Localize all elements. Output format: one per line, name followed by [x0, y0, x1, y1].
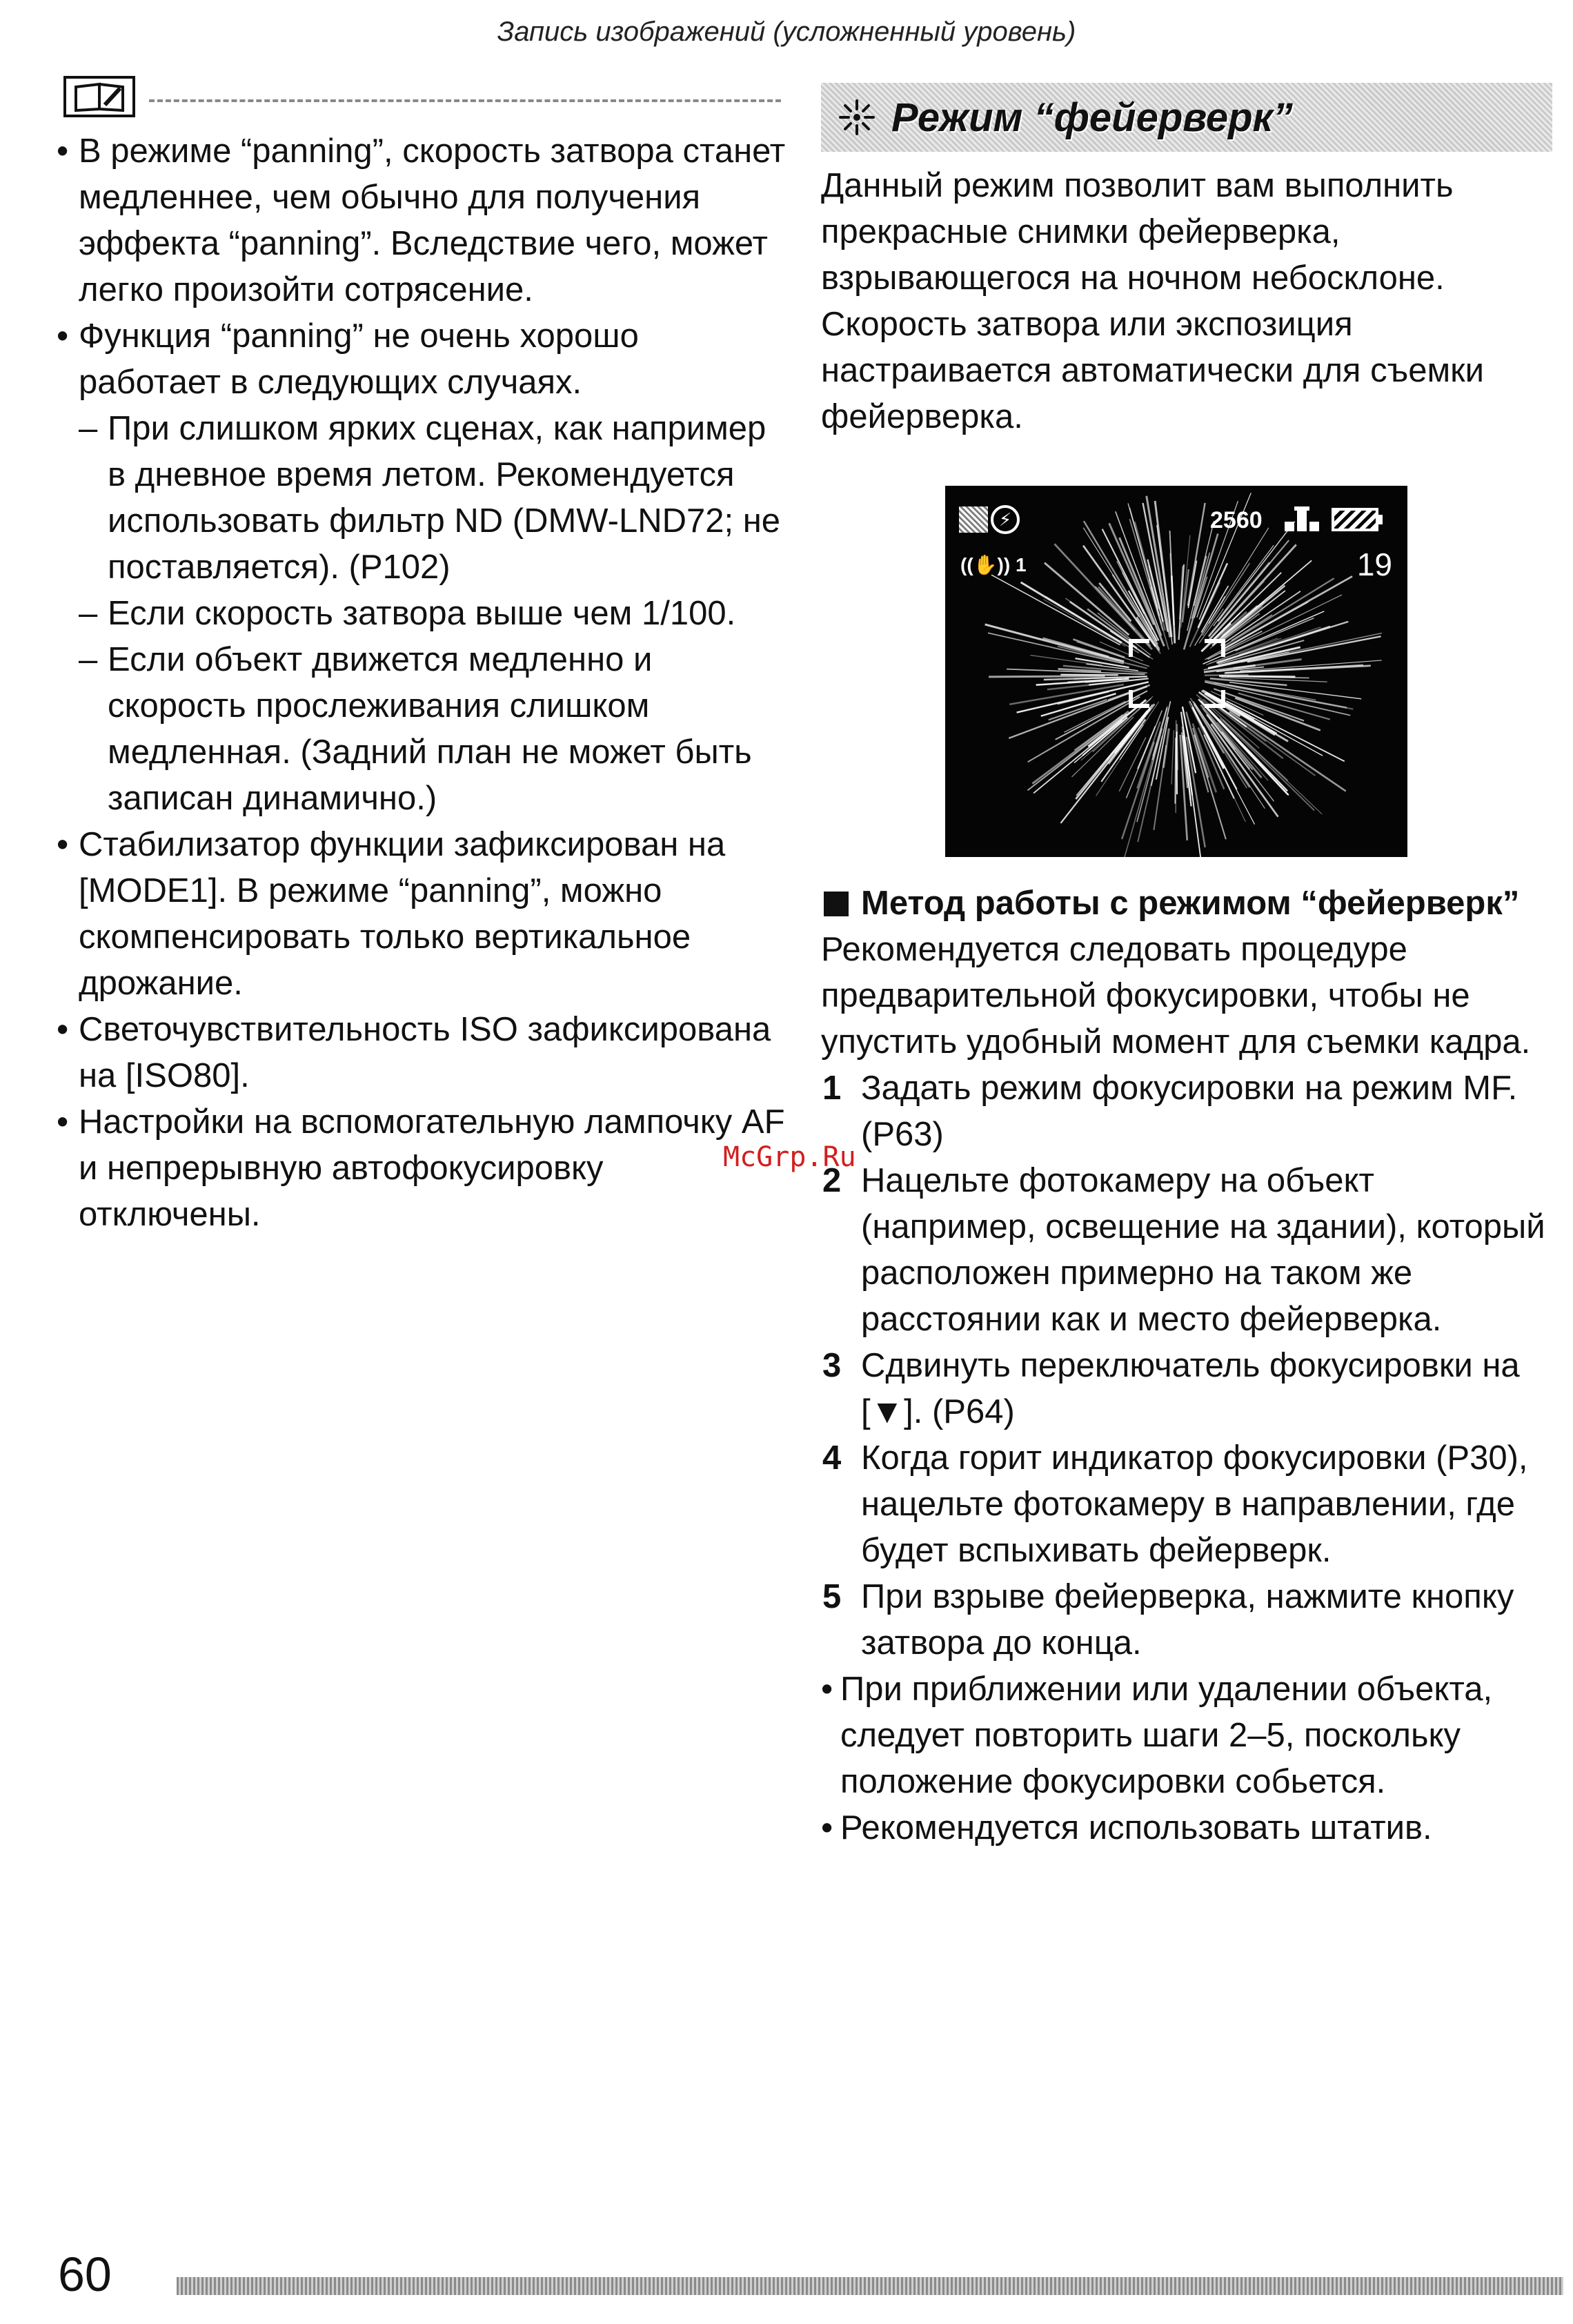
burst-streak	[1032, 711, 1129, 784]
note-bullet: • Рекомендуется использовать штатив.	[821, 1805, 1552, 1851]
scene-mode-icon	[959, 506, 988, 533]
left-bullet: • Стабилизатор функции зафиксирован на [MODE1]. В режиме “panning”, можно скомпенсировать только вертикальное дрожание.	[55, 822, 786, 1007]
stabilizer-icon: ((✋)) 1	[960, 554, 1027, 575]
step-text: При взрыве фейерверка, нажмите кнопку затвора до конца.	[861, 1578, 1514, 1662]
left-bullet: • Светочувствительность ISO зафиксирована на [ISO80].	[55, 1007, 786, 1099]
step-number: 3	[822, 1347, 842, 1384]
quality-icon	[1282, 506, 1323, 534]
step-item	[821, 1574, 1552, 1666]
right-column	[821, 83, 1552, 1851]
step-number: 5	[822, 1578, 842, 1615]
burst-streak	[1194, 735, 1226, 840]
burst-streak	[1220, 591, 1300, 646]
left-bullet: • Функция “panning” не очень хорошо работает в следующих случаях.	[55, 313, 786, 406]
watermark: McGrp.Ru	[723, 1141, 856, 1173]
burst-streak	[1187, 521, 1214, 631]
fireworks-icon	[836, 97, 878, 138]
step-item	[821, 1065, 1552, 1158]
method-intro: Рекомендуется следовать процедуре предварительной фокусировки, чтобы не упустить удобный момент для съемки кадра.	[821, 931, 1531, 1061]
burst-streak	[1060, 675, 1118, 676]
section-title: Режим “фейерверк”	[891, 95, 1293, 140]
step-text: Задать режим фокусировки на режим MF. (P63)	[861, 1070, 1518, 1153]
section-title-bar	[821, 83, 1552, 152]
step-item	[821, 1343, 1552, 1435]
burst-streak	[1177, 731, 1178, 794]
burst-streak	[1203, 563, 1250, 636]
note-icon	[63, 76, 135, 117]
burst-streak	[1247, 636, 1381, 662]
method-heading	[821, 880, 1552, 927]
dashed-divider	[149, 99, 781, 102]
af-frame-icon	[1129, 639, 1225, 708]
camera-screen-illustration	[945, 486, 1407, 857]
left-dash-item: – Если скорость затвора выше чем 1/100.	[55, 591, 786, 637]
burst-streak	[1171, 730, 1174, 785]
burst-streak	[1109, 704, 1155, 764]
method-heading-text: Метод работы с режимом “фейерверк”	[861, 885, 1520, 922]
shots-remaining: 19	[1356, 546, 1392, 582]
step-text: Когда горит индикатор фокусировки (P30), нацельте фотокамеру в направлении, где будет вспыхивать фейерверк.	[861, 1439, 1528, 1569]
picture-size: 2560	[1210, 507, 1263, 533]
note-bullet: • При приближении или удалении объекта, следует повторить шаги 2–5, поскольку положение фокусировки собьется.	[821, 1666, 1552, 1805]
burst-streak	[989, 676, 1105, 677]
burst-streak	[1188, 503, 1205, 606]
battery-icon	[1332, 508, 1378, 531]
left-bullet: • В режиме “panning”, скорость затвора станет медленнее, чем обычно для получения эффекта “panning”. Вследствие чего, может легко произойти сотрясение.	[55, 128, 786, 313]
step-text: Нацельте фотокамеру на объект (например, освещение на здании), который расположен примерно на таком же расстоянии как и место фейерверка.	[861, 1162, 1545, 1338]
step-number: 2	[822, 1162, 842, 1199]
left-dash-item: – При слишком ярких сценах, как например в дневное время летом. Рекомендуется использовать фильтр ND (DMW-LND72; не поставляется). (P102)	[55, 406, 786, 591]
left-column	[55, 76, 786, 1238]
page-header: Запись изображений (усложненный уровень)	[497, 17, 1076, 47]
step-item	[821, 1158, 1552, 1343]
burst-streak	[1217, 722, 1268, 781]
footer-bar	[177, 2277, 1563, 2295]
step-number: 1	[822, 1070, 842, 1107]
intro-paragraph: Данный режим позволит вам выполнить прекрасные снимки фейерверка, взрывающегося на ночном небосклоне. Скорость затвора или экспозиция настраивается автоматически для съемки фейерверка.	[821, 167, 1484, 435]
burst-streak	[1137, 729, 1162, 822]
square-bullet-icon	[824, 892, 849, 916]
page-number: 60	[58, 2247, 112, 2301]
left-bullet: • Настройки на вспомогательную лампочку AF и непрерывную автофокусировку отключены.	[55, 1099, 786, 1238]
note-header	[63, 76, 786, 128]
step-item	[821, 1435, 1552, 1574]
step-number: 4	[822, 1439, 842, 1477]
step-text: Сдвинуть переключатель фокусировки на [▼]. (P64)	[861, 1347, 1520, 1430]
left-dash-item: – Если объект движется медленно и скорость прослеживания слишком медленная. (Задний план не может быть записан динамично.)	[55, 637, 786, 822]
flash-off-icon: ⚡	[991, 505, 1020, 534]
burst-streak	[1175, 738, 1176, 804]
